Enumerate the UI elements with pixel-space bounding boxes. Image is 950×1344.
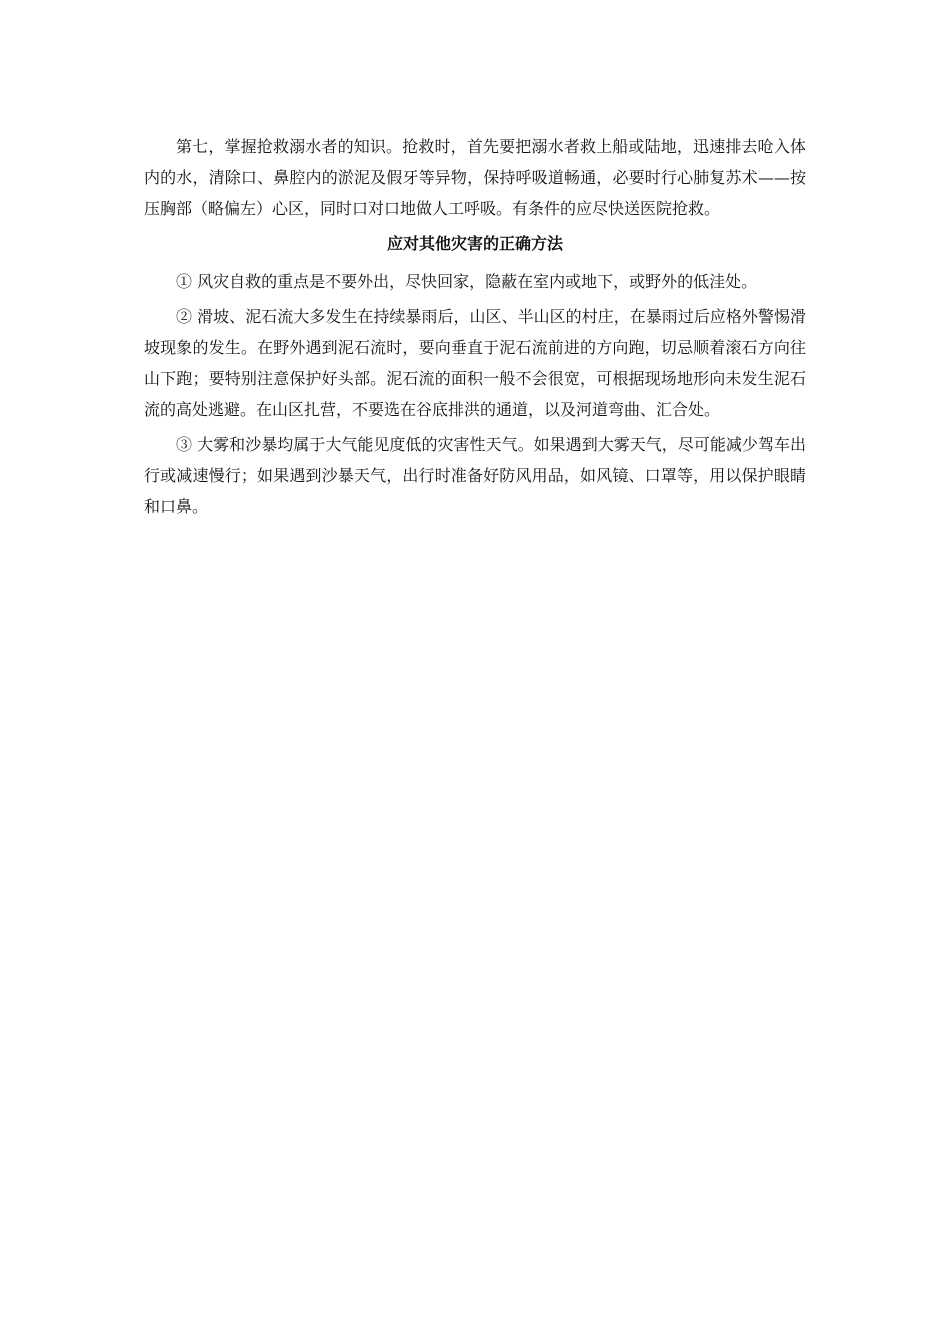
section-heading: 应对其他灾害的正确方法 [386, 234, 563, 253]
paragraph-drowning-rescue: 第七，掌握抢救溺水者的知识。抢救时，首先要把溺水者救上船或陆地，迅速排去呛入体内的水，清除口、鼻腔内的淤泥及假牙等异物，保持呼吸道畅通，必要时行心肺复苏术——按压胸部（略偏左）心区，同时口对口地做人工呼吸。有条件的应尽快送医院抢救。 [144, 137, 806, 218]
document-body [144, 131, 806, 526]
list-item-fog-sandstorm: ③ 大雾和沙暴均属于大气能见度低的灾害性天气。如果遇到大雾天气，尽可能减少驾车出行或减速慢行；如果遇到沙暴天气，出行时准备好防风用品，如风镜、口罩等，用以保护眼睛和口鼻。 [144, 435, 806, 516]
list-item-landslide-mudflow: ② 滑坡、泥石流大多发生在持续暴雨后，山区、半山区的村庄，在暴雨过后应格外警惕滑坡现象的发生。在野外遇到泥石流时，要向垂直于泥石流前进的方向跑，切忌顺着滚石方向往山下跑；要特别注意保护好头部。泥石流的面积一般不会很宽，可根据现场地形向未发生泥石流的高处逃避。在山区扎营，不要选在谷底排洪的通道，以及河道弯曲、汇合处。 [144, 307, 806, 419]
list-item-wind-disaster: ① 风灾自救的重点是不要外出，尽快回家，隐蔽在室内或地下，或野外的低洼处。 [176, 272, 758, 291]
